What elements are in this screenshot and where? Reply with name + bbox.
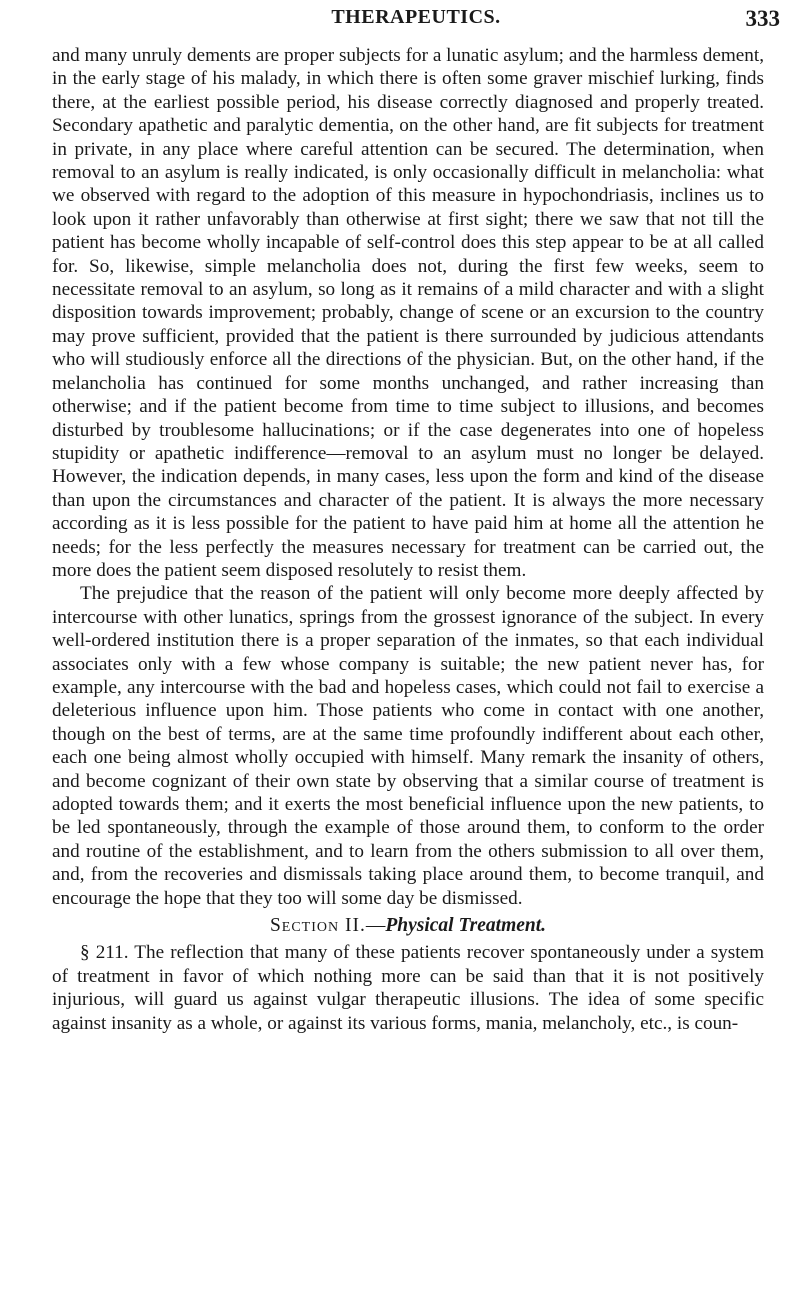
- paragraph-asylum-indications: and many unruly dements are proper subjects for a lunatic asylum; and the harmless dement, in the early stage of his malady, in which there is often some graver mischief lurking, finds there, at the earliest possible period, his disease correctly diagnosed and properly treated. Secondary apathetic and paralytic dementia, on the other hand, are fit subjects for treatment in private, in any place where careful attention can be secured. The determination, when removal to an asylum is really indicated, is only occasionally difficult in melancholia: what we observed with regard to the adoption of this measure in hypochondriasis, inclines us to look upon it rather unfavorably than otherwise at first sight; there we saw that not till the patient has become wholly incapable of self-control does this step appear to be at all called for. So, likewise, simple melancholia does not, during the first few weeks, seem to necessitate removal to an asylum, so long as it remains of a mild character and with a slight disposition towards improvement; probably, change of scene or an excursion to the country may prove sufficient, provided that the patient is there surrounded by judicious attendants who will studiously enforce all the directions of the physician. But, on the other hand, if the melancholia has continued for some months unchanged, and rather increasing than otherwise; and if the patient become from time to time subject to illusions, and becomes disturbed by troublesome hallucinations; or if the case degenerates into one of hopeless stupidity or apathetic indifference—removal to an asylum must no longer be delayed. However, the indication depends, in many cases, less upon the form and kind of the disease than upon the circumstances and character of the patient. It is always the more necessary according as it is less possible for the patient to have paid him at home all the attention he needs; for the less perfectly the measures necessary for treatment can be carried out, the more does the patient seem disposed resolutely to resist them.: [52, 45, 764, 581]
- paragraph-prejudice: The prejudice that the reason of the patient will only become more deeply affected by intercourse with other lunatics, springs from the grossest ignorance of the subject. In every well-ordered institution there is a proper separation of the inmates, so that each individual associates only with a few whose company is suitable; the new patient never has, for example, any intercourse with the bad and hopeless cases, which could not fail to exercise a deleterious influence upon him. Those patients who come in contact with one another, though on the best of terms, are at the same time profoundly indifferent about each other, each one being almost wholly occupied with himself. Many remark the insanity of others, and become cognizant of their own state by observing that a similar course of treatment is adopted towards them; and it exerts the most beneficial influence upon the new patients, to be led spontaneously, through the example of those around them, to conform to the order and routine of the establishment, and to learn from the others submission to all over them, and, from the recoveries and dismissals taking place around them, to become tranquil, and encourage the hope that they too will some day be dismissed.: [52, 583, 764, 909]
- section-label: Section II.: [269, 915, 366, 937]
- section-heading: [52, 914, 764, 937]
- page-header: [52, 6, 780, 36]
- paragraph-section-211: § 211. The reflection that many of these patients recover spontaneously under a system of treatment in favor of which nothing more can be said than that it is not positively injurious, will guard us against vulgar therapeutic illusions. The idea of some specific against insanity as a whole, or against its various forms, mania, melancholy, etc., is coun-: [52, 942, 764, 1034]
- section-title: Physical Treatment.: [385, 915, 547, 937]
- running-head: THERAPEUTICS.: [331, 6, 501, 28]
- page-number: 333: [745, 6, 780, 31]
- section-dash: —: [365, 915, 386, 937]
- body-text: [52, 44, 764, 1035]
